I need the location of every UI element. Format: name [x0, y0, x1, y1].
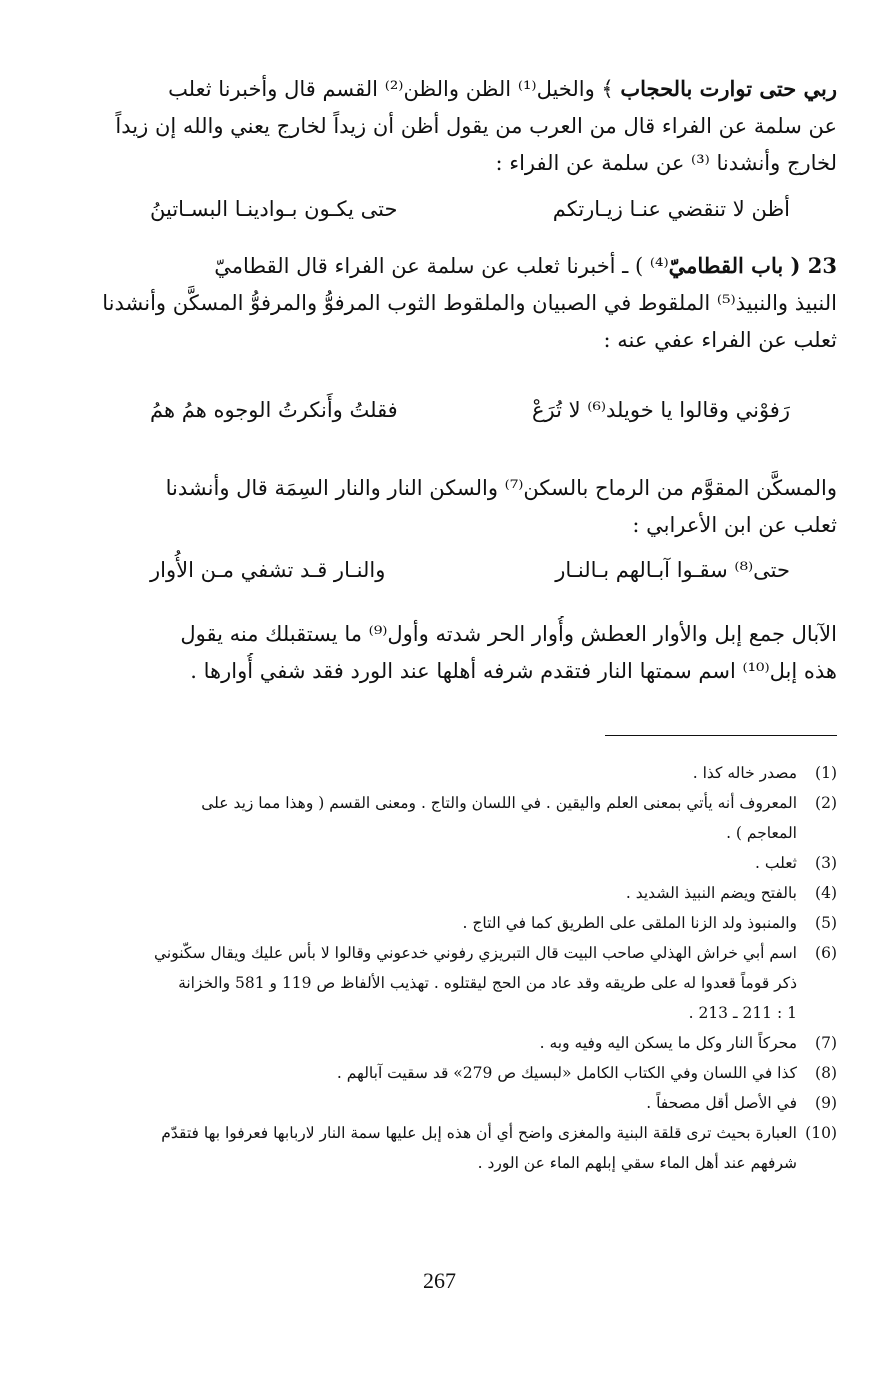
footnote-number: (5): [815, 914, 837, 932]
footnote-number: (6): [815, 944, 837, 962]
text-line: لخارج وأنشدنا ⁽³⁾ عن سلمة عن الفراء :: [495, 151, 837, 175]
verse-first-hemistich: أظن لا تنقضي عنـا زيـارتكم: [552, 197, 790, 221]
footnote-6: [95, 938, 837, 1028]
footnote-line: في الأصل أقل مصحفاً .: [646, 1094, 797, 1112]
verse-first-hemistich: حتى⁽⁸⁾ سقـوا آبـالهم بـالنـار: [555, 558, 790, 582]
footnote-line: المعاجم ) .: [726, 824, 797, 842]
footnote-line: ذكر قوماً قعدوا له على طريقه وقد عاد من الحج ليقتلوه . تهذيب الألفاظ ص 119 و 581 والخزانة: [178, 974, 797, 992]
footnote-line: اسم أبي خراش الهذلي صاحب البيت قال التبريزي رفوني خدعوني وقالوا لا بأس عليك ويقال سكّنوني: [154, 944, 797, 962]
footnote-7: [95, 1028, 837, 1058]
footnote-line: شرفهم عند أهل الماء سقي إبلهم الماء عن الورد .: [477, 1154, 797, 1172]
footnote-10: [95, 1118, 837, 1178]
footnote-number: (1): [815, 764, 837, 782]
footnote-1: [95, 758, 837, 788]
text-line: الآبال جمع إبل والأوار العطش وأُوار الحر شدته وأول⁽⁹⁾ ما يستقبلك منه يقول: [180, 622, 837, 646]
footnote-number: (8): [815, 1064, 837, 1082]
text-line: النبيذ والنبيذ⁽⁵⁾ الملقوط في الصبيان والملقوط الثوب المرفوُّ والمرفوُّ المسكَّن وأنشدنا: [102, 291, 837, 315]
page-number: 267: [423, 1268, 456, 1293]
footnote-separator: [605, 735, 837, 736]
footnote-line: والمنبوذ ولد الزنا الملقى على الطريق كما في التاج .: [462, 914, 797, 932]
footnote-line: كذا في اللسان وفي الكتاب الكامل «لبسيك ص 279» قد سقيت آبالهم .: [336, 1064, 797, 1082]
footnote-line: محركاً النار وكل ما يسكن اليه وفيه وبه .: [539, 1034, 797, 1052]
footnote-2: [95, 788, 837, 848]
text-line: ثعلب عن الفراء عفي عنه :: [603, 328, 837, 352]
footnote-4: [95, 878, 837, 908]
text-line: هذه إبل⁽¹⁰⁾ اسم سمتها النار فتقدم شرفه أهلها عند الورد فقد شفي أُوارها .: [190, 659, 837, 683]
verse-2: [150, 392, 790, 429]
footnote-9: [95, 1088, 837, 1118]
text-line: والمسكَّن المقوَّم من الرماح بالسكن⁽⁷⁾ والسكن النار والنار السِمَة قال وأنشدنا: [165, 476, 837, 500]
verse-1: [150, 191, 790, 228]
verse-first-hemistich: رَفوْني وقالوا يا خويلد⁽⁶⁾ لا تُرَعْ: [532, 398, 790, 422]
footnote-line: ثعلب .: [755, 854, 797, 872]
footnote-line: العبارة بحيث ترى قلقة البنية والمغزى واضح أي أن هذه إبل عليها سمة النار لاربابها فعرفوا بها فتقدّم: [161, 1124, 797, 1142]
text-line: عن سلمة عن الفراء قال من العرب من يقول أظن أن زيداً لخارج يعني والله إن زيداً: [115, 114, 837, 138]
footnote-number: (10): [805, 1124, 837, 1142]
footnote-number: (3): [815, 854, 837, 872]
verse-second-hemistich: والنـار قـد تشفي مـن الأُوار: [150, 558, 386, 582]
paragraph-4: [95, 616, 837, 690]
footnote-5: [95, 908, 837, 938]
footnote-line: 1 : 211 ـ 213 .: [688, 1004, 797, 1022]
verse-3: [150, 552, 790, 589]
footnote-number: (9): [815, 1094, 837, 1112]
footnote-number: (7): [815, 1034, 837, 1052]
paragraph-2: [95, 247, 837, 359]
footnote-number: (2): [815, 794, 837, 812]
verse-second-hemistich: فقلتُ وأَنكرتُ الوجوه همُ همُ: [150, 398, 398, 422]
text-line: ربي حتى توارت بالحجاب ﴾ والخيل⁽¹⁾ الظن والظن⁽²⁾ القسم قال وأخبرنا ثعلب: [168, 76, 837, 101]
footnote-number: (4): [815, 884, 837, 902]
footnote-line: مصدر خاله كذا .: [692, 764, 797, 782]
footnote-line: المعروف أنه يأتي بمعنى العلم واليقين . في اللسان والتاج . ومعنى القسم ( وهذا مما زيد على: [201, 794, 797, 812]
text-line: ثعلب عن ابن الأعرابي :: [632, 513, 837, 537]
verse-second-hemistich: حتى يكـون بـوادينـا البسـاتينُ: [150, 197, 398, 221]
footnotes: [95, 758, 837, 1178]
text-line: 23 ( باب القطاميّ⁽⁴⁾ ) ـ أخبرنا ثعلب عن سلمة عن الفراء قال القطاميّ: [214, 253, 837, 278]
paragraph-3: [95, 470, 837, 544]
footnote-8: [95, 1058, 837, 1088]
paragraph-1: [95, 70, 837, 182]
footnote-3: [95, 848, 837, 878]
footnote-line: بالفتح ويضم النبيذ الشديد .: [625, 884, 797, 902]
